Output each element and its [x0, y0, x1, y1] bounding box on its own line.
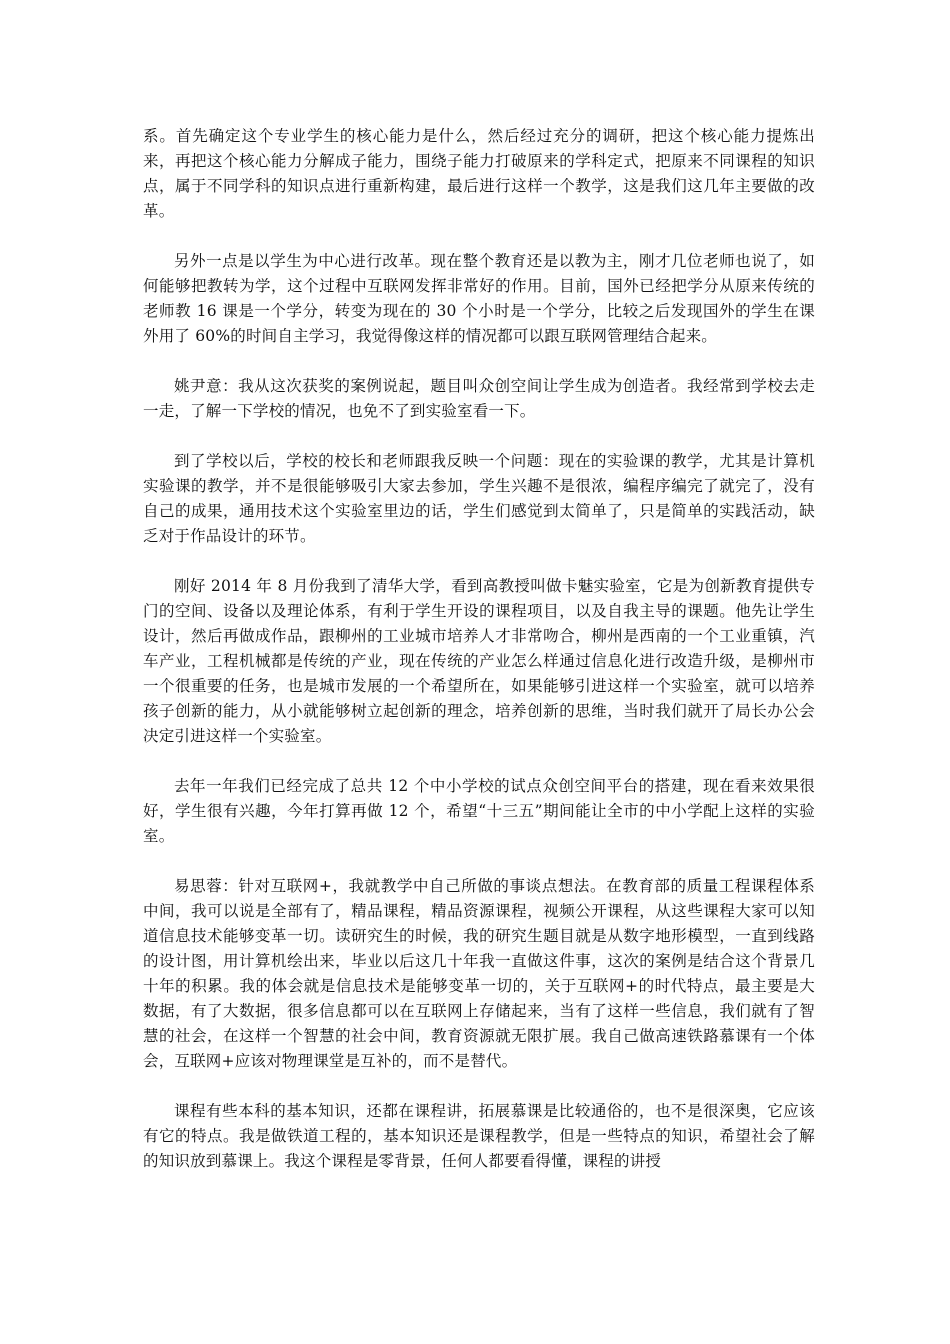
paragraph-2: 另外一点是以学生为中心进行改革。现在整个教育还是以教为主，刚才几位老师也说了，如何能够把教转为学，这个过程中互联网发挥非常好的作用。目前，国外已经把学分从原来传统的老师教 16 课是一个学分，转变为现在的 30 个小时是一个学分，比较之后发现国外的学生在课外用了 60%的时间自主学习，我觉得像这样的情况都可以跟互联网管理结合起来。 [143, 252, 815, 345]
document-body [143, 124, 815, 1199]
paragraph-8: 课程有些本科的基本知识，还都在课程讲，拓展慕课是比较通俗的，也不是很深奥，它应该有它的特点。我是做铁道工程的，基本知识还是课程教学，但是一些特点的知识，希望社会了解的知识放到慕课上。我这个课程是零背景，任何人都要看得懂，课程的讲授 [143, 1102, 815, 1170]
paragraph-5: 刚好 2014 年 8 月份我到了清华大学，看到高教授叫做卡魅实验室，它是为创新教育提供专门的空间、设备以及理论体系，有利于学生开设的课程项目，以及自我主导的课题。他先让学生设计，然后再做成作品，跟柳州的工业城市培养人才非常吻合，柳州是西南的一个工业重镇，汽车产业，工程机械都是传统的产业，现在传统的产业怎么样通过信息化进行改造升级，是柳州市一个很重要的任务，也是城市发展的一个希望所在，如果能够引进这样一个实验室，就可以培养孩子创新的能力，从小就能够树立起创新的理念，培养创新的思维，当时我们就开了局长办公会决定引进这样一个实验室。 [143, 577, 815, 745]
paragraph-1: 系。首先确定这个专业学生的核心能力是什么，然后经过充分的调研，把这个核心能力提炼出来，再把这个核心能力分解成子能力，围绕子能力打破原来的学科定式，把原来不同课程的知识点，属于不同学科的知识点进行重新构建，最后进行这样一个教学，这是我们这几年主要做的改革。 [143, 127, 815, 220]
paragraph-7: 易思蓉：针对互联网+，我就教学中自己所做的事谈点想法。在教育部的质量工程课程体系中间，我可以说是全部有了，精品课程，精品资源课程，视频公开课程，从这些课程大家可以知道信息技术能够变革一切。读研究生的时候，我的研究生题目就是从数字地形模型，一直到线路的设计图，用计算机绘出来，毕业以后这几十年我一直做这件事，这次的案例是结合这个背景几十年的积累。我的体会就是信息技术是能够变革一切的，关于互联网+的时代特点，最主要是大数据，有了大数据，很多信息都可以在互联网上存储起来，当有了这样一些信息，我们就有了智慧的社会，在这样一个智慧的社会中间，教育资源就无限扩展。我自己做高速铁路慕课有一个体会，互联网+应该对物理课堂是互补的，而不是替代。 [143, 877, 815, 1070]
paragraph-3: 姚尹意：我从这次获奖的案例说起，题目叫众创空间让学生成为创造者。我经常到学校去走一走，了解一下学校的情况，也免不了到实验室看一下。 [143, 377, 815, 420]
paragraph-4: 到了学校以后，学校的校长和老师跟我反映一个问题：现在的实验课的教学，尤其是计算机实验课的教学，并不是很能够吸引大家去参加，学生兴趣不是很浓，编程序编完了就完了，没有自己的成果，通用技术这个实验室里边的话，学生们感觉到太简单了，只是简单的实践活动，缺乏对于作品设计的环节。 [143, 452, 815, 545]
paragraph-6: 去年一年我们已经完成了总共 12 个中小学校的试点众创空间平台的搭建，现在看来效果很好，学生很有兴趣，今年打算再做 12 个，希望“十三五”期间能让全市的中小学配上这样的实验室。 [143, 777, 815, 845]
